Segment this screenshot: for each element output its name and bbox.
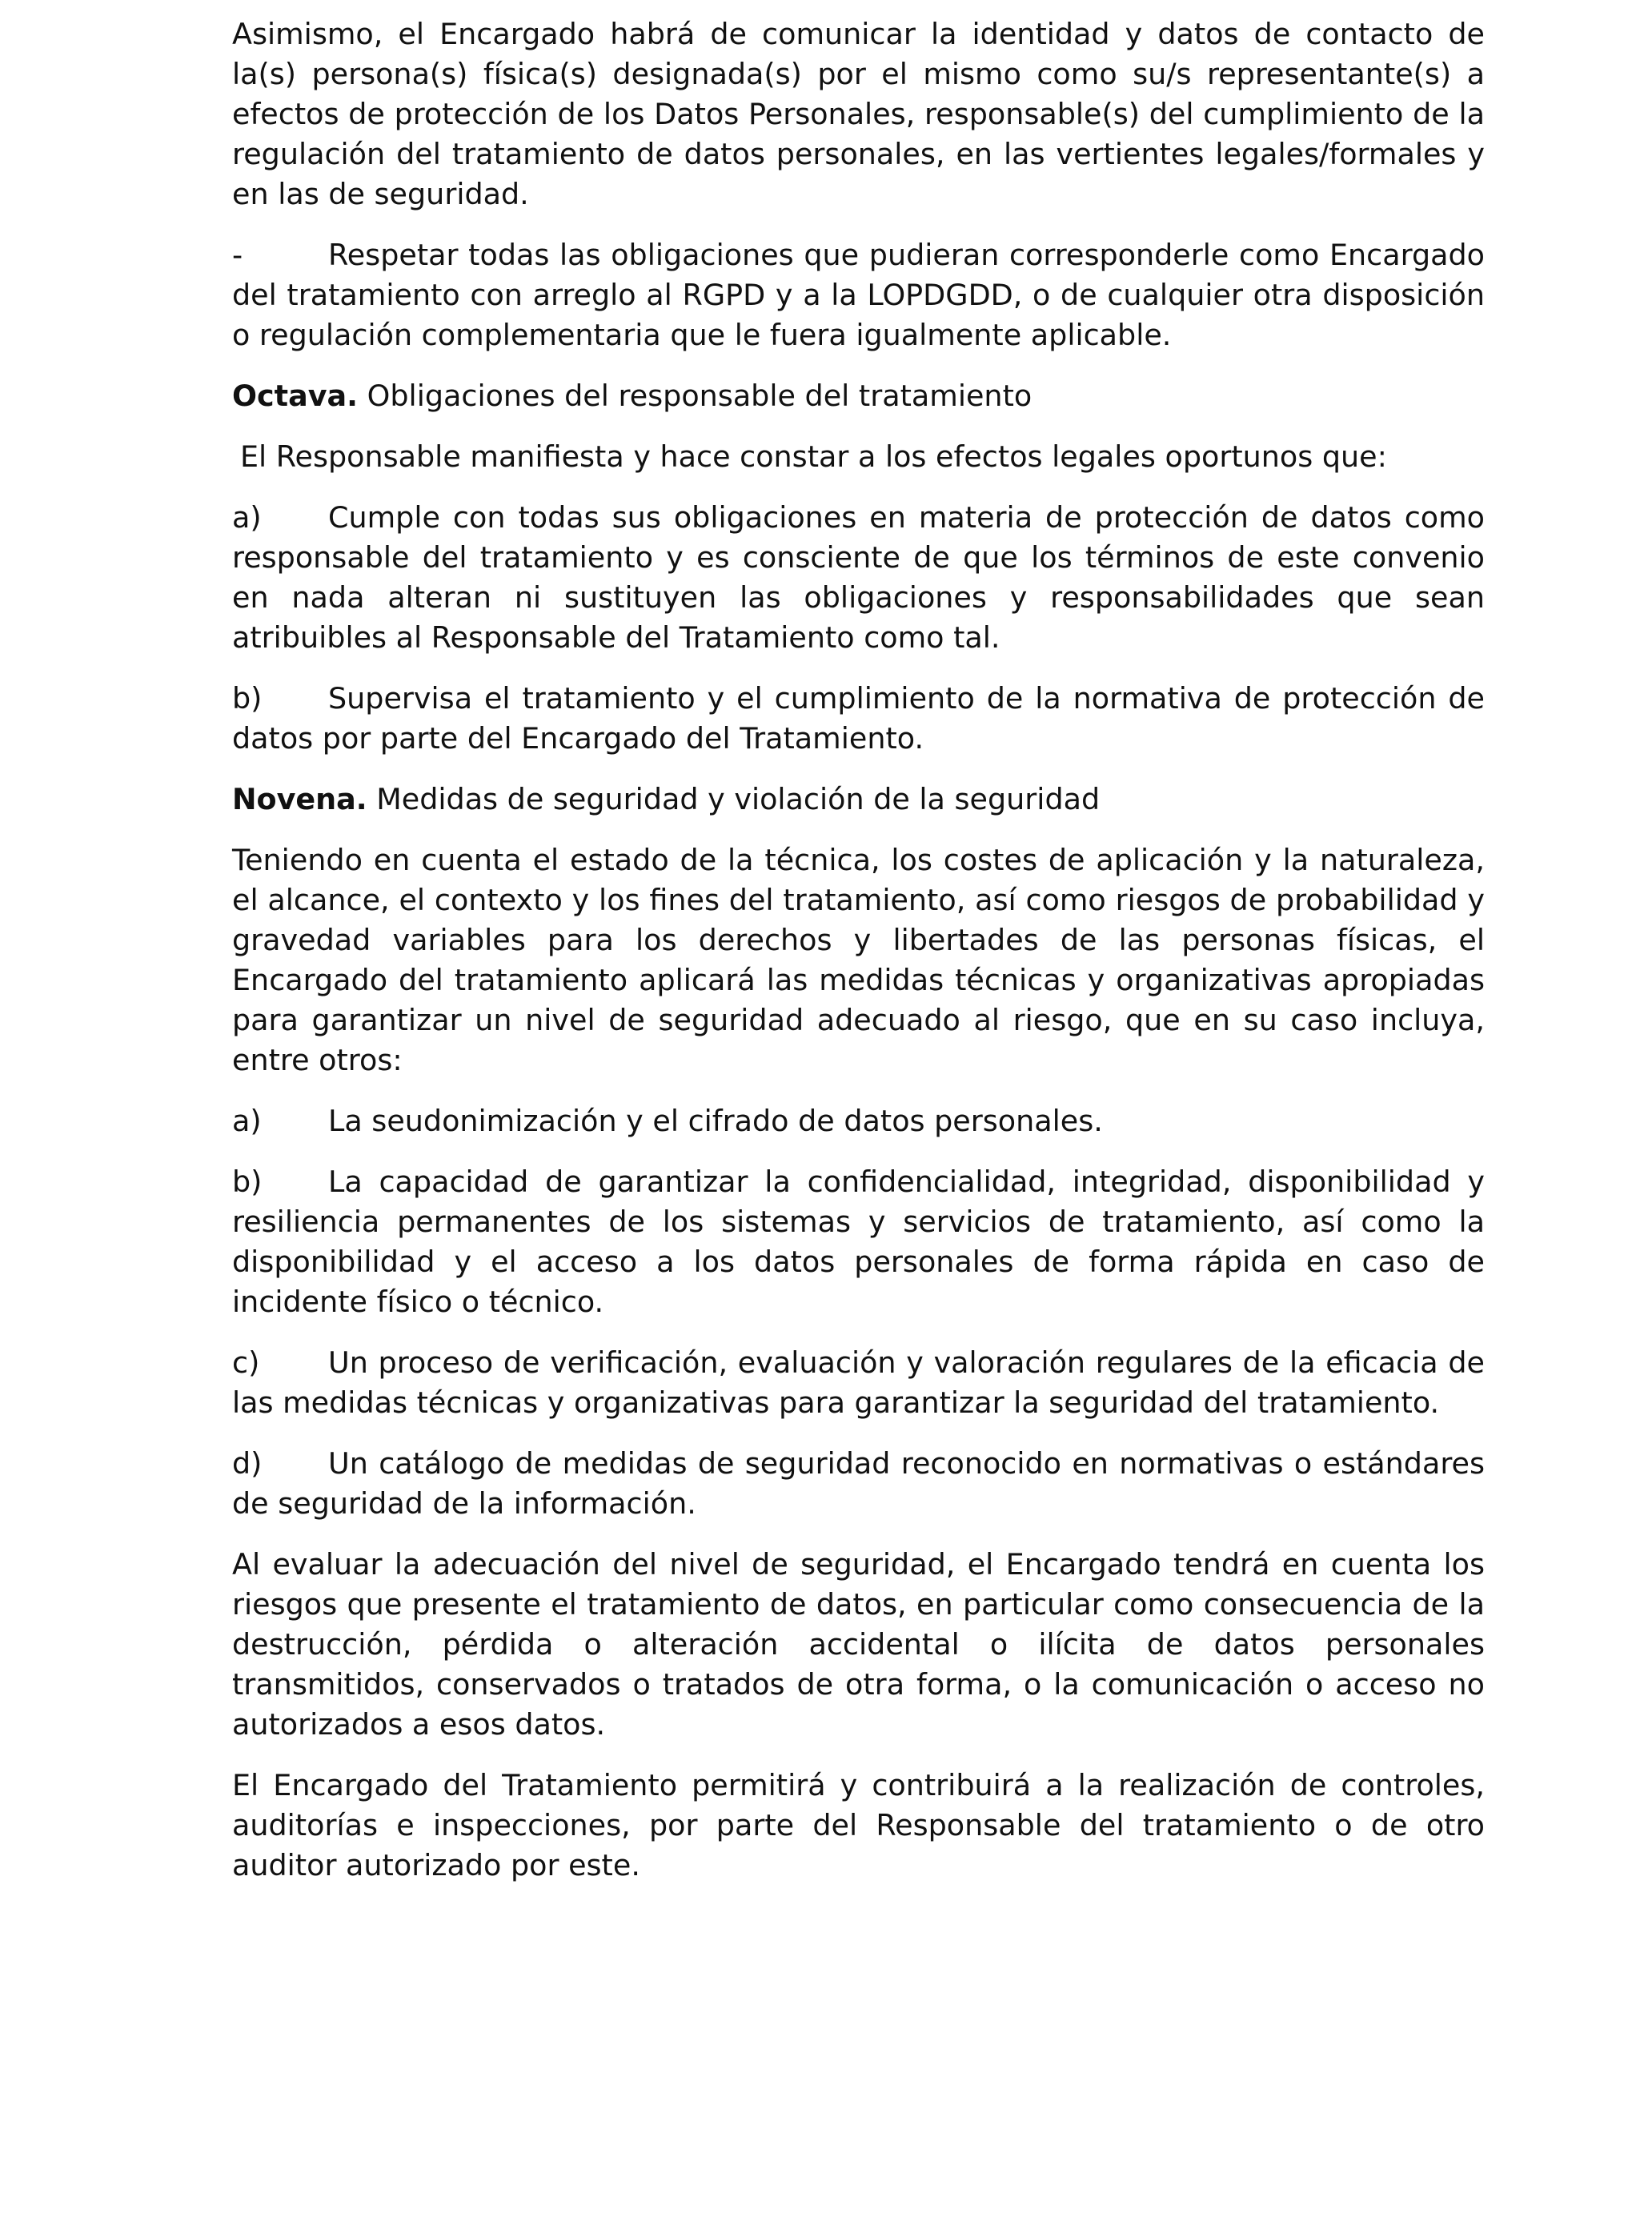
section-title-novena: Medidas de seguridad y violación de la seguridad	[376, 782, 1101, 816]
list-item	[232, 1162, 1485, 1322]
list-item	[232, 498, 1485, 658]
section-label-novena: Novena.	[232, 782, 367, 816]
section-heading-novena	[232, 780, 1485, 820]
paragraph-octava-intro: El Responsable manifiesta y hace constar a los efectos legales oportunos que:	[240, 439, 1387, 474]
list-marker: b)	[232, 1165, 263, 1199]
list-text: La seudonimización y el cifrado de datos personales.	[328, 1104, 1103, 1138]
list-text: La capacidad de garantizar la confidencialidad, integridad, disponibilidad y resiliencia permanentes de los sistemas y servicios de tratamiento, así como la disponibilidad y el acceso a los datos personales de forma rápida en caso de incidente físico o técnico.	[232, 1165, 1485, 1319]
paragraph-representative: Asimismo, el Encargado habrá de comunicar la identidad y datos de contacto de la(s) persona(s) física(s) designada(s) por el mismo como su/s representante(s) a efectos de protección de los Datos Personales, responsable(s) del cumplimiento de la regulación del tratamiento de datos personales, en las vertientes legales/formales y en las de seguridad.	[232, 17, 1485, 211]
list-marker: d)	[232, 1446, 263, 1481]
list-text: Cumple con todas sus obligaciones en materia de protección de datos como responsable del tratamiento y es consciente de que los términos de este convenio en nada alteran ni sustituyen las obligaciones y responsabilidades que sean atribuibles al Responsable del Tratamiento como tal.	[232, 500, 1485, 655]
list-item	[232, 1444, 1485, 1524]
list-item	[232, 1101, 1485, 1141]
bullet-item	[232, 235, 1485, 355]
list-text: Un proceso de verificación, evaluación y valoración regulares de la eficacia de las medidas técnicas y organizativas para garantizar la seguridad del tratamiento.	[232, 1345, 1485, 1420]
list-text: Supervisa el tratamiento y el cumplimiento de la normativa de protección de datos por parte del Encargado del Tratamiento.	[232, 681, 1485, 756]
document-page	[232, 14, 1485, 1906]
list-marker: a)	[232, 1104, 262, 1138]
section-label-octava: Octava.	[232, 379, 359, 413]
list-marker: c)	[232, 1345, 260, 1380]
list-item	[232, 1343, 1485, 1423]
list-text: Un catálogo de medidas de seguridad reconocido en normativas o estándares de seguridad de la información.	[232, 1446, 1485, 1521]
section-title-octava: Obligaciones del responsable del tratamiento	[367, 379, 1032, 413]
paragraph-evaluation: Al evaluar la adecuación del nivel de seguridad, el Encargado tendrá en cuenta los riesgos que presente el tratamiento de datos, en particular como consecuencia de la destrucción, pérdida o alteración accidental o ilícita de datos personales transmitidos, conservados o tratados de otra forma, o la comunicación o acceso no autorizados a esos datos.	[232, 1547, 1485, 1742]
paragraph-audit: El Encargado del Tratamiento permitirá y contribuirá a la realización de controles, auditorías e inspecciones, por parte del Responsable del tratamiento o de otro auditor autorizado por este.	[232, 1768, 1485, 1882]
list-item	[232, 679, 1485, 759]
list-marker: a)	[232, 500, 262, 535]
bullet-marker: -	[232, 238, 243, 272]
list-marker: b)	[232, 681, 263, 716]
bullet-text: Respetar todas las obligaciones que pudieran corresponderle como Encargado del tratamiento con arreglo al RGPD y a la LOPDGDD, o de cualquier otra disposición o regulación complementaria que le fuera igualmente aplicable.	[232, 238, 1485, 352]
paragraph-novena-intro: Teniendo en cuenta el estado de la técnica, los costes de aplicación y la naturaleza, el alcance, el contexto y los fines del tratamiento, así como riesgos de probabilidad y gravedad variables para los derechos y libertades de las personas físicas, el Encargado del tratamiento aplicará las medidas técnicas y organizativas apropiadas para garantizar un nivel de seguridad adecuado al riesgo, que en su caso incluya, entre otros:	[232, 843, 1485, 1077]
section-heading-octava	[232, 376, 1485, 416]
